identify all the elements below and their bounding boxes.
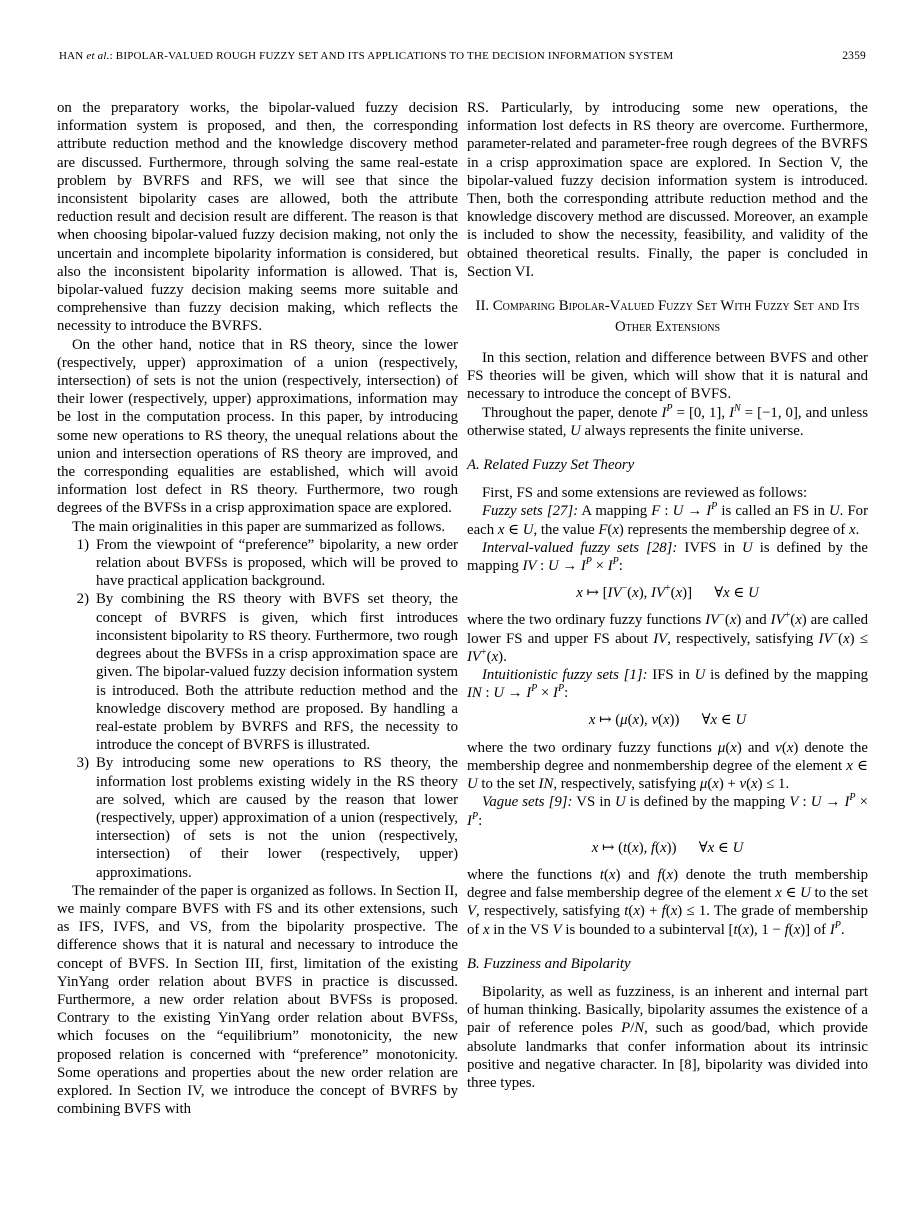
list-number: 2)	[76, 591, 89, 608]
list-item-2	[57, 590, 458, 754]
formula-ivfs-mapping: x ↦ [IV−(x), IV+(x)] ∀x ∈ U	[576, 583, 759, 602]
list-item-3	[57, 754, 458, 881]
paragraph-ifs-definition: Intuitionistic fuzzy sets [1]: IFS in U is defined by the mapping IN : $U \to I^P \times I^P$:	[467, 667, 869, 702]
paragraph-fs-review-lead: First, FS and some extensions are reviewed as follows:	[482, 485, 808, 502]
paragraph-originalities-lead: The main originalities in this paper are summarized as follows.	[72, 518, 446, 535]
page-number: 2359	[842, 50, 866, 62]
paragraph-notation: Throughout the paper, denote $I^P = [0$, 1], $I^N = [-1$, 0], and unless otherwise stated, U always represents the finite universe.	[467, 402, 868, 439]
list-item-1	[57, 536, 458, 591]
paragraph-paper-organization: The remainder of the paper is organized as follows. In Section II, we mainly compare BVFS with FS and its other extensions, such as IFS, IVFS, and VS, from the bipolarity prospective. The difference shows that it is natural and necessary to introduce the concept of BVFS. In Section III, first, limitation of the existing YinYang order relation about BVFS in practice is discussed. Furthermore, a new order relation about BVFSs is proposed. Contrary to the existing YinYang order relation about BVFSs, which focuses on the “equilibrium” monotonicity, the new proposed relation is concerned with “preference” monotonicity. Some operations and properties about the new order relation are explored. In Section IV, we introduce the concept of BVRFS by combining BVFS with	[57, 882, 458, 1118]
running-title: HAN et al.: BIPOLAR-VALUED ROUGH FUZZY SET AND ITS APPLICATIONS TO THE DECISION INFORMATION SYSTEM	[59, 50, 674, 62]
subsection-heading-b: B. Fuzziness and Bipolarity	[467, 955, 631, 972]
paragraph-ivfs-definition: Interval-valued fuzzy sets [28]: IVFS in U is defined by the mapping IV : $U \to I^P \times I^P$:	[467, 539, 868, 575]
paragraph-vs-explanation: where the functions t(x) and f(x) denote the truth membership degree and false membership degree of the element x ∈ U to the set V, respectively, satisfying t(x) + f(x) ≤ 1. The grade of membership of x in the VS V is bounded to a subinterval [t(x), 1 − f(x)] of $I^P$.	[467, 866, 868, 938]
section-heading-ii: II. Comparing Bipolar-Valued Fuzzy Set With Fuzzy Set and Its Other Extensions	[475, 298, 860, 335]
paragraph-vs-definition: Vague sets [9]: VS in U is defined by the mapping V : $U \to I^P \times I^P$:	[467, 792, 868, 829]
left-column	[57, 99, 458, 1118]
formula-vs-mapping: x ↦ (t(x), f(x)) ∀x ∈ U	[591, 839, 744, 856]
article-body	[57, 99, 869, 1118]
running-header	[59, 50, 866, 62]
formula-ifs-mapping: x ↦ (μ(x), ν(x)) ∀x ∈ U	[588, 712, 747, 729]
paragraph-rs-theory: On the other hand, notice that in RS theory, since the lower (respectively, upper) approximation of a union (respectively, intersection) of sets is not the union (respectively, intersection) of their lower (respectively, upper) approximations, information may be lost in the computation process. In this paper, by introducing some new operations to RS theory, the unequal relations about the union and intersection operations of RS theory are improved, and the corresponding equalities are established, which will avoid information lost defect in RS theory. Furthermore, two rough degrees of the BVFSs in a crisp approximation space are explored.	[57, 336, 458, 517]
paragraph-bipolarity: Bipolarity, as well as fuzziness, is an inherent and internal part of human thinking. Basically, bipolarity assumes the existence of a pair of reference poles P/N, such as good/bad, which provide absolute landmarks that confer information about its intrinsic positive and negative character. In [8], bipolarity was divided into three types.	[467, 983, 868, 1091]
subsection-heading-a: A. Related Fuzzy Set Theory	[467, 457, 635, 474]
originalities-list	[57, 536, 458, 882]
paragraph-organization-continuation: RS. Particularly, by introducing some new operations, the information lost defects in RS theory are overcome. Furthermore, parameter-related and parameter-free rough degrees of the BVRFS in a crisp approximation space are explored. In Section V, the bipolar-valued fuzzy decision information system is introduced. Then, both the corresponding attribute reduction method and the knowledge discovery method are discussed. Moreover, an example is included to show the necessity, feasibility, and validity of the obtained theoretical results. Finally, the paper is concluded in Section VI.	[467, 100, 868, 280]
paragraph-intro-continuation: on the preparatory works, the bipolar-valued fuzzy decision information system is proposed, and then, the corresponding attribute reduction method and the knowledge discovery method are discussed. Furthermore, through solving the same real-estate problem by BVRFS and RFS, we will see that since the inconsistent bipolarity cases are allowed, both the attribute reduction result and decision result are different. The reason is that when choosing bipolar-valued fuzzy decision making, not only the uncertain and incomplete bipolarity information is considered, but also the inconsistent bipolarity information is allowed. That is, bipolar-valued fuzzy decision making seems more suitable and comprehensive than fuzzy decision making, which reflects the necessity to introduce the BVRFS.	[57, 100, 458, 335]
paragraph-ivfs-explanation: where the two ordinary fuzzy functions IV−(x) and IV+(x) are called lower FS and upper FS about IV, respectively, satisfying IV−(x) ≤ IV+(x).	[467, 610, 869, 665]
list-item-text: From the viewpoint of “preference” bipolarity, a new order relation about BVFSs is proposed, which will be proved to have practical application background.	[96, 536, 458, 590]
paragraph-ifs-explanation: where the two ordinary fuzzy functions μ(x) and ν(x) denote the membership degree and nonmembership degree of the element x ∈ U to the set IN, respectively, satisfying μ(x) + ν(x) ≤ 1.	[467, 739, 868, 793]
paragraph-fuzzy-sets: Fuzzy sets [27]: A mapping F : $U \to I^P$ is called an FS in U. For each x ∈ U, the value F(x) represents the membership degree of x.	[467, 501, 868, 538]
list-number: 3)	[76, 755, 89, 772]
paragraph-section-intro: In this section, relation and difference between BVFS and other FS theories will be given, which will show that it is natural and necessary to introduce the concept of BVFS.	[467, 350, 868, 403]
right-column	[467, 99, 868, 1118]
list-item-text: By introducing some new operations to RS theory, the information lost problems existing widely in the RS theory are solved, which are caused by the reason that lower (respectively, upper) approximation of a union (respectively, intersection) of sets is not the union (respectively, intersection) of their lower (respectively, upper) approximations.	[96, 755, 458, 881]
list-item-text: By combining the RS theory with BVFS set theory, the concept of BVRFS is given, which first introduces inconsistent bipolarity to RS theory. Furthermore, two rough degrees about the BVFSs in a crisp approximation space are given. The bipolar-valued fuzzy decision information system is introduced. Both the attribute reduction method and the knowledge discovery method are proposed. By handling a real-estate problem by BVRFS and RFS, the necessity to introduce the concept of BVRFS is illustrated.	[96, 591, 458, 754]
list-number: 1)	[76, 536, 89, 553]
